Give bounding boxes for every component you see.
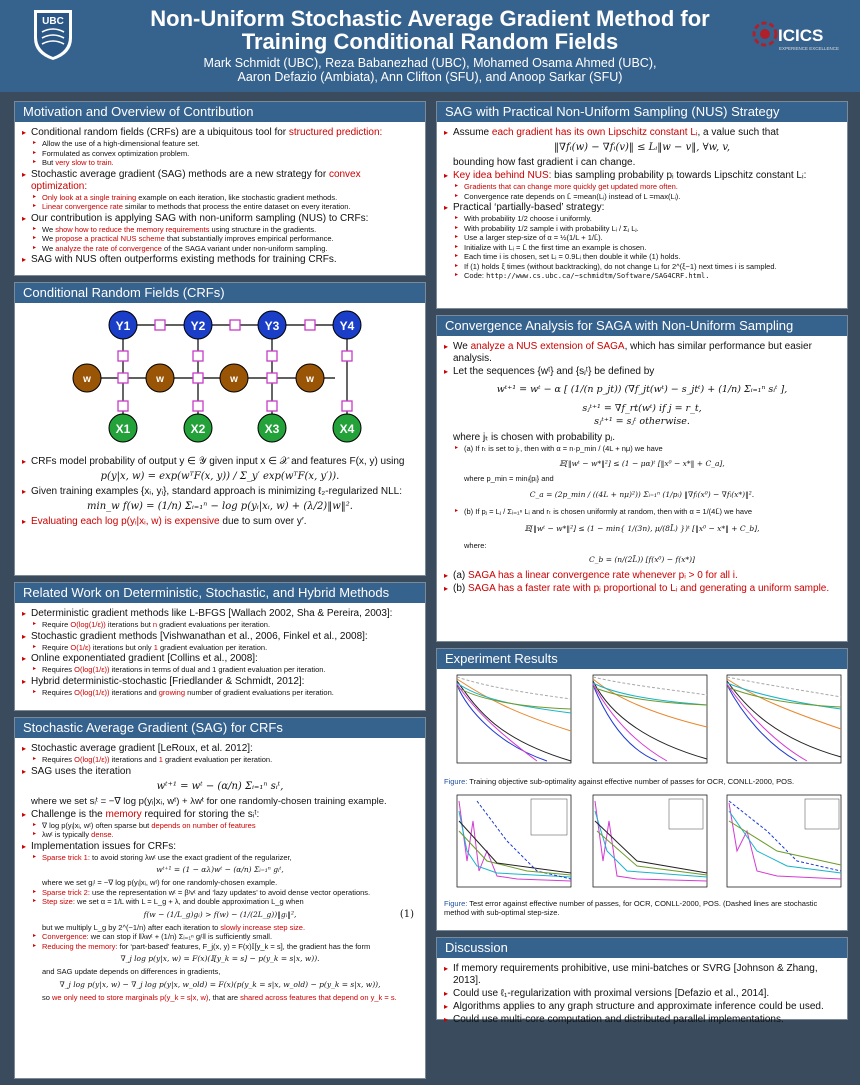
equation: wᵗ⁺¹ = wᵗ − (α/n) Σᵢ₌₁ⁿ sᵢᵗ,: [156, 780, 284, 792]
sub-bullet: ▸ Require O(1/ε) iterations but only 1 gradient evaluation per iteration.: [22, 643, 418, 653]
equation: ‖∇fᵢ(w) − ∇fᵢ(v)‖ ≤ Lᵢ‖w − v‖, ∀w, v,: [553, 142, 731, 153]
bullet: ▸ Could use multi-core computation and distributed parallel implementations.: [444, 1014, 840, 1026]
panel-nus: [436, 101, 848, 309]
bullet: ▸ CRFs model probability of output y ∈ 𝒴 given input x ∈ 𝒳 and features F(x, y) using: [22, 456, 418, 468]
sub-bullet: ▸ Use a larger step-size of α = ½(1/L + 1/L̄).: [444, 233, 840, 243]
node-y1-label: Y1: [115, 319, 131, 333]
bullet: ▸ Algorithms applies to any graph structure and approximate inference could be used.: [444, 1001, 840, 1013]
panel-experiments: [436, 648, 848, 931]
bullet: ▸ Deterministic gradient methods like L-BFGS [Wallach 2002, Sha & Pereira, 2003]:: [22, 608, 418, 620]
authors-line-1: Mark Schmidt (UBC), Reza Babanezhad (UBC), Mohamed Osama Ahmed (UBC),: [203, 56, 657, 70]
text: where:: [464, 540, 487, 550]
bullet: ▸ (b) SAGA has a faster rate with pᵢ proportional to Lᵢ and generating a uniform sample.: [444, 583, 840, 595]
figure-caption-2: Figure: Test error against effective number of passes, for OCR, CONLL-2000, POS. (Dashed lines are stochastic method with sub-optimal step-size.: [444, 898, 818, 917]
bullet: ▸ Stochastic average gradient (SAG) methods are a new strategy for convex optimization:: [22, 169, 418, 193]
equation: sⱼᵗ⁺¹ = ∇f_rt(wᵗ) if j = r_t, sⱼᵗ⁺¹ = sⱼᵗ otherwise.: [582, 403, 702, 427]
sub-bullet: ▸ We analyze the rate of convergence of the SAGA variant under non-uniform sampling.: [22, 244, 418, 254]
panel-related-work: [14, 582, 426, 711]
panel-title: SAG with Practical Non-Uniform Sampling (NUS) Strategy: [437, 102, 847, 122]
sub-bullet: ▸ But very slow to train.: [22, 158, 418, 168]
node-w-label: w: [230, 374, 238, 385]
equation: ∇_j log p(y|x, w) = F(x)(𝕀[y_k = s] − p(y_k = s|x, w)).: [120, 954, 320, 963]
bullet: ▸ Conditional random fields (CRFs) are a ubiquitous tool for structured prediction:: [22, 127, 418, 139]
panel-motivation: [14, 101, 426, 276]
icics-logo: [752, 20, 840, 52]
sub-bullet: ▸ If (1) holds ξ times (without backtracking), do not change Lᵢ for 2^(ξ−1) next times i is sampled.: [444, 262, 840, 272]
node-x2-label: X2: [190, 422, 206, 436]
sub-bullet: ▸ Requires O(log(1/ε)) iterations in terms of dual and 1 gradient evaluation per iteration.: [22, 665, 418, 675]
node-x1-label: X1: [115, 422, 131, 436]
sub-bullet: ▸ Sparse trick 1: to avoid storing λwᵗ use the exact gradient of the regularizer,: [22, 853, 418, 863]
bullet: ▸ We analyze a NUS extension of SAGA, which has similar performance but easier analysis.: [444, 341, 840, 365]
sub-bullet: ▸ Requires O(log(1/ε)) iterations and 1 gradient evaluation per iteration.: [22, 755, 418, 765]
equation: 𝔼[‖wᵗ − w*‖²] ≤ (1 − min{ 1/(3n), μ/(8L̄) })ᵗ [‖x⁰ − x*‖ + C_b],: [524, 523, 760, 533]
sub-bullet: ▸ Convergence: we can stop if ‖λwᵗ + (1/n) Σᵢ₌₁ⁿ gᵢᵗ‖ is sufficiently small.: [22, 932, 418, 942]
equation: ∇_j log p(y|x, w) − ∇_j log p(y|x, w_old) = F(x)(p(y_k = s|x, w_old) − p(y_k = s|x, w)),: [59, 979, 381, 989]
sub-bullet: ▸ ∇ log p(yᵢ|xᵢ, wᵗ) often sparse but depends on number of features: [22, 821, 418, 831]
text: where p_min = minᵢ{pᵢ} and: [464, 473, 554, 483]
sub-bullet: ▸ Each time i is chosen, set Lᵢ = 0.9Lᵢ then double it while (1) holds.: [444, 252, 840, 262]
panel-discussion: [436, 937, 848, 1025]
node-y3-label: Y3: [264, 319, 280, 333]
sub-bullet: ▸ Gradients that can change more quickly get updated more often.: [444, 182, 840, 192]
equation: f(w − (1/L_g)gᵢ) > f(w) − (1/(2L_g))‖gᵢ‖², (1): [143, 908, 414, 920]
equation: 𝔼[‖wᵗ − w*‖²] ≤ (1 − μα)ᵗ [‖x⁰ − x*‖ + C_a],: [559, 458, 725, 468]
title-line-1: Non-Uniform Stochastic Average Gradient Method for: [150, 6, 710, 31]
sub-bullet: ▸ Convergence rate depends on L̄ =mean(Lᵢ) instead of L =max(Lᵢ).: [444, 192, 840, 202]
panel-title: Stochastic Average Gradient (SAG) for CRFs: [15, 718, 425, 738]
text: where jₜ is chosen with probability pⱼ.: [453, 432, 615, 443]
bullet: ▸ Evaluating each log p(yᵢ|xᵢ, w) is expensive due to sum over y′.: [22, 516, 418, 528]
sub-bullet: ▸ (b) If pⱼ = Lⱼ / Σᵢ₌₁ⁿ Lᵢ and rₜ is chosen uniformly at random, then with α = 1/(4L̄) we have: [444, 507, 840, 517]
bullet: ▸ Could use ℓ₁-regularization with proximal versions [Defazio et al., 2014].: [444, 988, 840, 1000]
bullet: ▸ Online exponentiated gradient [Collins et al., 2008]:: [22, 653, 418, 665]
panel-title: Discussion: [437, 938, 847, 958]
sub-bullet: ▸ (a) If rₜ is set to jₜ, then with α = n·p_min / (4L + nμ) we have: [444, 444, 840, 454]
equation: wᵗ⁺¹ = wᵗ − α [ (1/(n p_jt)) (∇f_jt(wᵗ) − s_jtᵗ) + (1/n) Σᵢ₌₁ⁿ sᵢᵗ ],: [496, 384, 788, 395]
bullet: ▸ Let the sequences {wᵗ} and {sⱼᵗ} be defined by: [444, 366, 840, 378]
equation: min_w f(w) = (1/n) Σᵢ₌₁ⁿ − log p(yᵢ|xᵢ, w) + (λ/2)‖w‖².: [87, 501, 353, 512]
panel-title: Conditional Random Fields (CRFs): [15, 283, 425, 303]
text: so we only need to store marginals p(y_k = s|x, w), that are shared across features that depend on y_k = s.: [42, 992, 397, 1002]
ubc-logo: [32, 8, 74, 62]
sub-bullet: ▸ λwᵗ is typically dense.: [22, 830, 418, 840]
code-link[interactable]: http://www.cs.ubc.ca/~schmidtm/Software/SAG4CRF.html.: [486, 272, 710, 280]
sub-bullet: ▸ Sparse trick 2: use the representation wᵗ = βᵗvᵗ and ‘lazy updates’ to avoid dense vector operations.: [22, 888, 418, 898]
bullet: ▸ Challenge is the memory required for storing the sᵢᵗ:: [22, 809, 418, 821]
text: where we set gᵢᵗ = −∇ log p(yᵢ|xᵢ, wᵗ) for one randomly-chosen example.: [42, 878, 278, 887]
panel-crf: [14, 282, 426, 576]
sub-bullet: ▸ Code: http://www.cs.ubc.ca/~schmidtm/Software/SAG4CRF.html.: [444, 271, 840, 282]
sub-bullet: ▸ Requires O(log(1/ε)) iterations and growing number of gradient evaluations per iteration.: [22, 688, 418, 698]
bullet: ▸ Hybrid deterministic-stochastic [Friedlander & Schmidt, 2012]:: [22, 676, 418, 688]
figure-caption-1: Figure: Training objective sub-optimality against effective number of passes for OCR, CONLL-2000, POS.: [444, 777, 795, 786]
text: where we set sᵢᵗ = −∇ log p(yᵢ|xᵢ, wᵗ) + λwᵗ for one randomly-chosen training example.: [31, 795, 387, 807]
bullet: ▸ SAG uses the iteration: [22, 766, 418, 778]
bullet: ▸ Key idea behind NUS: bias sampling probability pᵢ towards Lipschitz constant Lᵢ:: [444, 170, 840, 182]
sub-bullet: ▸ Reducing the memory: for ‘part-based’ features, F_j(x, y) = F(x)𝕀[y_k = s], the gradient has the form: [22, 942, 418, 952]
node-y2-label: Y2: [190, 319, 206, 333]
training-plots: [437, 669, 847, 777]
title-line-2: Training Conditional Random Fields: [241, 29, 619, 54]
panel-title: Convergence Analysis for SAGA with Non-Uniform Sampling: [437, 316, 847, 336]
node-x3-label: X3: [264, 422, 280, 436]
sub-bullet: ▸ Only look at a single training example on each iteration, like stochastic gradient methods.: [22, 193, 418, 203]
sub-bullet: ▸ With probability 1/2 sample i with probability Lᵢ / Σⱼ Lⱼ.: [444, 224, 840, 234]
bullet: ▸ (a) SAGA has a linear convergence rate whenever pᵢ > 0 for all i.: [444, 570, 840, 582]
bullet: ▸ Assume each gradient has its own Lipschitz constant Lᵢ, a value such that: [444, 127, 840, 139]
bullet: ▸ If memory requirements prohibitive, use mini-batches or SVRG [Johnson & Zhang, 2013].: [444, 963, 840, 987]
sub-bullet: ▸ We propose a practical NUS scheme that substantially improves empirical performance.: [22, 234, 418, 244]
icics-logo-subtitle: EXPERIENCE EXCELLENCE: [779, 46, 840, 51]
crf-graph: [15, 303, 425, 455]
sub-bullet: ▸ Require O(log(1/ε)) iterations but n gradient evaluations per iteration.: [22, 620, 418, 630]
equation: C_a = (2p_min / ((4L + nμ)²)) Σᵢ₌₁ⁿ (1/pᵢ) ‖∇fᵢ(x⁰) − ∇fᵢ(x*)‖².: [529, 490, 755, 499]
equation-number: (1): [399, 908, 414, 920]
equation: p(y|x, w) = exp(wᵀF(x, y)) / Σ_y′ exp(wᵀF(x, y′)).: [100, 471, 340, 482]
ubc-logo-text: UBC: [42, 16, 64, 27]
node-y4-label: Y4: [339, 319, 355, 333]
authors-line-2: Aaron Defazio (Ambiata), Ann Clifton (SFU), and Anoop Sarkar (SFU): [237, 70, 623, 84]
header: [0, 0, 860, 92]
bullet: ▸ Implementation issues for CRFs:: [22, 841, 418, 853]
node-w-label: w: [306, 374, 314, 385]
sub-bullet: ▸ Formulated as convex optimization problem.: [22, 149, 418, 159]
bullet: ▸ Stochastic average gradient [LeRoux, et al. 2012]:: [22, 743, 418, 755]
sub-bullet: ▸ Initialize with Lᵢ = L̄ the first time an example is chosen.: [444, 243, 840, 253]
sub-bullet: ▸ Step size: we set α = 1/L with L = L_g + λ, and double approximation L_g when: [22, 897, 418, 907]
equation: wᵗ⁺¹ = (1 − αλ)wᵗ − (α/n) Σᵢ₌₁ⁿ gᵢᵗ,: [156, 865, 284, 874]
bullet: ▸ SAG with NUS often outperforms existing methods for training CRFs.: [22, 254, 418, 266]
text: bounding how fast gradient i can change.: [453, 157, 636, 168]
sub-bullet: ▸ Allow the use of a high-dimensional feature set.: [22, 139, 418, 149]
panel-title: Related Work on Deterministic, Stochastic, and Hybrid Methods: [15, 583, 425, 603]
icics-logo-text: ICICS: [778, 26, 824, 45]
panel-title: Experiment Results: [437, 649, 847, 669]
sub-bullet: ▸ With probability 1/2 choose i uniformly.: [444, 214, 840, 224]
panel-sag: [14, 717, 426, 1079]
bullet: ▸ Practical ‘partially-based’ strategy:: [444, 202, 840, 214]
bullet: ▸ Stochastic gradient methods [Vishwanathan et al., 2006, Finkel et al., 2008]:: [22, 631, 418, 643]
bullet: ▸ Given training examples {xᵢ, yᵢ}, standard approach is minimizing ℓ₂-regularized NLL:: [22, 486, 418, 498]
node-x4-label: X4: [339, 422, 355, 436]
text: but we multiply L_g by 2^(−1/n) after each iteration to slowly increase step size.: [42, 922, 306, 932]
equation: C_b = (n/(2L̄)) [f(x⁰) − f(x*)]: [589, 555, 695, 564]
test-error-plots: [437, 791, 847, 899]
panel-convergence: [436, 315, 848, 642]
node-w-label: w: [156, 374, 164, 385]
sub-bullet: ▸ We show how to reduce the memory requirements using structure in the gradients.: [22, 225, 418, 235]
x-nodes: [109, 414, 361, 442]
text: and SAG update depends on differences in gradients,: [42, 967, 221, 976]
bullet: ▸ Our contribution is applying SAG with non-uniform sampling (NUS) to CRFs:: [22, 213, 418, 225]
sub-bullet: ▸ Linear convergence rate similar to methods that process the entire dataset on every iteration.: [22, 202, 418, 212]
panel-title: Motivation and Overview of Contribution: [15, 102, 425, 122]
node-w-label: w: [83, 374, 91, 385]
